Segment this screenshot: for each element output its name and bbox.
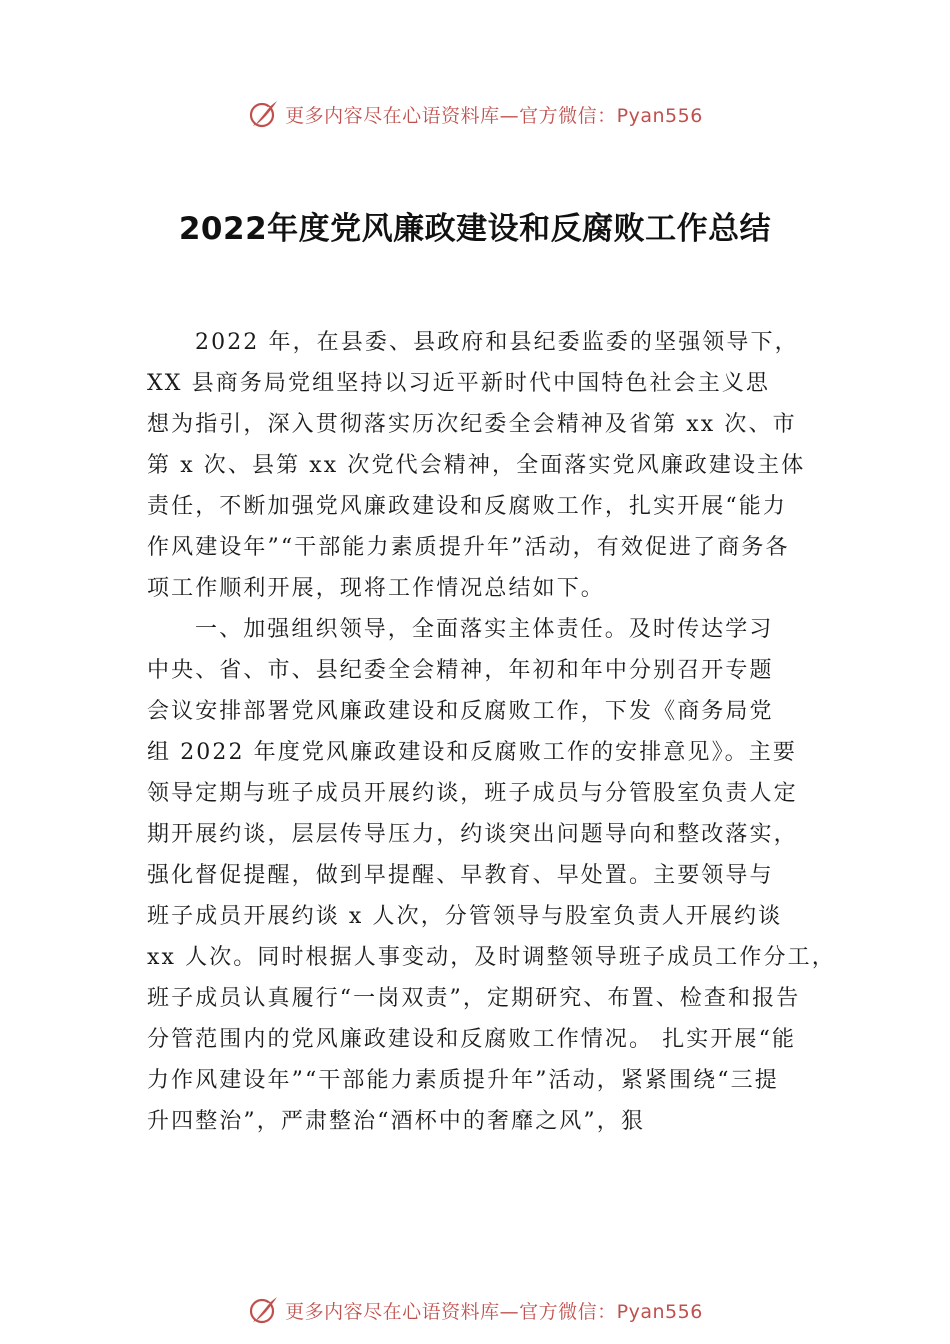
body-line: xx 人次。同时根据人事变动，及时调整领导班子成员工作分工，	[147, 945, 836, 970]
body-line: 强化督促提醒，做到早提醒、早教育、早处置。主要领导与	[147, 863, 774, 888]
body-line: 中央、省、市、县纪委全会精神，年初和年中分别召开专题	[147, 658, 774, 683]
document-body	[147, 322, 836, 1142]
body-line: 期开展约谈，层层传导压力，约谈突出问题导向和整改落实，	[147, 822, 798, 847]
body-line: 2022 年，在县委、县政府和县纪委监委的坚强领导下，	[195, 330, 799, 355]
header-watermark	[0, 94, 950, 134]
watermark-text: 更多内容尽在心语资料库—官方微信：Pyan556	[285, 1300, 703, 1323]
watermark-text: 更多内容尽在心语资料库—官方微信：Pyan556	[285, 104, 703, 127]
footer-watermark	[0, 1290, 950, 1330]
body-line: 想为指引，深入贯彻落实历次纪委全会精神及省第 xx 次、市	[147, 412, 797, 437]
feather-quill-logo-icon	[247, 98, 279, 130]
body-line: 会议安排部署党风廉政建设和反腐败工作，下发《商务局党	[147, 699, 774, 724]
body-line: 分管范围内的党风廉政建设和反腐败工作情况。 扎实开展“能	[147, 1027, 797, 1052]
body-line: 作风建设年”“干部能力素质提升年”活动，有效促进了商务各	[147, 535, 790, 560]
body-line: 组 2022 年度党风廉政建设和反腐败工作的安排意见》。主要	[147, 740, 797, 765]
body-line: XX 县商务局党组坚持以习近平新时代中国特色社会主义思	[147, 371, 771, 396]
body-line: 一、加强组织领导，全面落实主体责任。及时传达学习	[195, 617, 774, 642]
body-line: 项工作顺利开展，现将工作情况总结如下。	[147, 576, 605, 601]
body-line: 第 x 次、县第 xx 次党代会精神，全面落实党风廉政建设主体	[147, 453, 806, 478]
document-title: 2022年度党风廉政建设和反腐败工作总结	[178, 211, 772, 247]
body-line: 力作风建设年”“干部能力素质提升年”活动，紧紧围绕“三提	[147, 1068, 779, 1093]
body-line: 升四整治”，严肃整治“酒杯中的奢靡之风”，狠	[147, 1109, 645, 1134]
feather-quill-logo-icon	[247, 1294, 279, 1326]
body-line: 责任，不断加强党风廉政建设和反腐败工作，扎实开展“能力	[147, 494, 787, 519]
body-line: 班子成员认真履行“一岗双责”，定期研究、布置、检查和报告	[147, 986, 801, 1011]
body-line: 班子成员开展约谈 x 人次，分管领导与股室负责人开展约谈	[147, 904, 783, 929]
body-line: 领导定期与班子成员开展约谈，班子成员与分管股室负责人定	[147, 781, 798, 806]
